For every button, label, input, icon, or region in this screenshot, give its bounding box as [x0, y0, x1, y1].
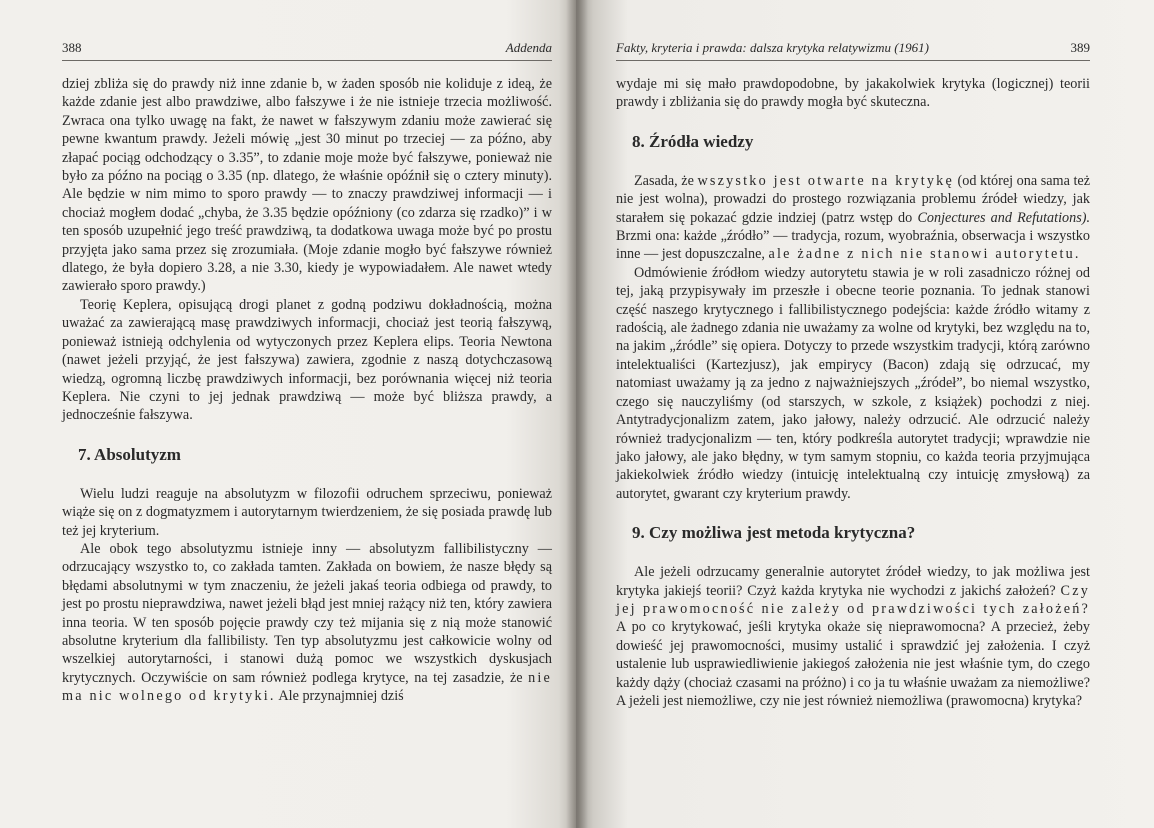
right-intro-paragraph: wydaje mi się mało prawdopodobne, by jakakolwiek krytyka (logicznej) teorii prawdy i zbliżania się do prawdy mogła być skuteczna. — [616, 76, 1090, 111]
left-paragraph-1: dziej zbliża się do prawdy niż inne zdanie b, w żaden sposób nie koliduje z ideą, że każde zdanie jest albo prawdziwe, albo fałszywe i że nie istnieje trzecia możliwość. Zwraca ona tylko uwagę na fakt, że nawet w fałszywym zdaniu może zawierać się pewne kwantum prawdy. Jeżeli mówię „jest 30 minut po trzeciej — za późno, aby złapać pociąg odchodzący o 3.35”, to zdanie moje może być fałszywe, ponieważ nie było za późno na pociąg o 3.35 (np. dlatego, że właśnie opóźnił się o cztery minuty). Ale będzie w nim mimo to sporo prawdy — to znaczy prawdziwej informacji — i chociaż mogłem dodać „chyba, że 3.35 będzie opóźniony (co zdarza się rzadko)” i w ten sposób uzupełnić jego treść prawdziwą, ta dodatkowa uwaga może być po prostu przyjęta jako sama przez się zrozumiała. (Moje zdanie mogło być fałszywe również dlatego, że była dopiero 3.28, a nie 3.30, kiedy je wypowiadałem. Ale nawet wtedy zawierało sporo prawdy.) — [62, 76, 552, 295]
zrodla-paragraph-2: Odmówienie źródłom wiedzy autorytetu stawia je w roli zasadniczo różnej od tej, jaką przypisywały im przeszłe i obecne teorie poznania. To jednak stanowi część naszego krytycznego i fallibilistycznego podejścia: każde źródło witamy z radością, ale żadnego zdania nie uważamy za wolne od krytyki, bez względu na to, na jakim „źródle” się opiera. Dotyczy to przede wszystkim tradycji, którą zarówno intelektualiści (Kartezjusz), jak empirycy (Bacon) zdają się odrzucać, my natomiast uważamy ją za jedno z najważniejszych „źródeł”, bo niemal wszystko, czego się nauczyliśmy (od starszych, w szkole, z książek) pochodzi z niej. Antytradycjonalizm zatem, jako jałowy, należy odrzucić. Ale odrzucić należy również tradycjonalizm — ten, który podkreśla autorytet tradycji; wprawdzie nie jako jałowy, ale jako błędny, w tym samym stopniu, co każda teoria przyjmująca jakiekolwiek źródło wiedzy (intuicję intelektualną czy intuicję zmysłową) za autorytet, gwarant czy kryterium prawdy. — [616, 264, 1090, 502]
zrodla-p1-b: (od której ona sama też nie jest wolna), prowadzi do prostego rozwiązania problemu źródeł wiedzy, jak starałem się pokazać gdzie indziej (patrz wstęp do — [616, 172, 1090, 226]
left-paragraph-2: Teorię Keplera, opisującą drogi planet z godną podziwu dokładnością, można uważać za zawierającą masę prawdziwych informacji, chociaż jest teorią fałszywą, ponieważ istnieją odchylenia od wytyczonych przez Keplera elips. Teoria Newtona (nawet jeżeli przyjąć, że jest fałszywa) zawiera, zgodnie z naszą dotychczasową wiedzą, ogromną liczbę prawdziwych informacji, bez porównania więcej niż teoria Keplera. Nie czyni to jej jednak prawdziwą — może być bliższa prawdy, a jednocześnie fałszywa. — [62, 296, 552, 424]
book-gutter — [566, 0, 588, 828]
section-heading-absolutyzm: 7. Absolutyzm — [78, 444, 181, 464]
left-running-title: Addenda — [505, 40, 552, 55]
zrodla-p1-c: Brzmi ona: każde „źródło” — tradycja, rozum, wyobraźnia, obserwacja i wszystko inne — jest dopuszczalne, — [616, 228, 1090, 263]
absolutyzm-paragraph-2 — [62, 540, 552, 706]
metoda-p1-emphasis: Czy jej prawomocność nie zależy od prawdziwości tych założeń? — [616, 582, 1090, 617]
section-heading-zrodla-wiedzy: 8. Źródła wiedzy — [632, 131, 754, 151]
metoda-p1-a: Ale jeżeli odrzucamy generalnie autorytet źródeł wiedzy, to jak możliwa jest krytyka jakiejś teorii? Czyż każda krytyka nie wychodzi z jakichś założeń? — [616, 564, 1090, 599]
metoda-paragraph-1 — [616, 563, 1090, 710]
left-page-number: 388 — [62, 40, 82, 55]
zrodla-p1-emphasis-2: ale żadne z nich nie stanowi autorytetu. — [768, 246, 1081, 263]
absolutyzm-p2-text: Ale obok tego absolutyzmu istnieje inny — absolutyzm fallibilistyczny — odrzucający wszystko to, co zakłada tamten. Zakłada on bowiem, że nasze błędy są błędami absolutnymi w tym znaczeniu, że jeżeli jakaś teoria odbiega od prawdy, to jest po prostu nieprawdziwa, nawet jeżeli błąd jest mniej rażący niż ten, który zawiera inna teoria. W ten sposób pojęcie prawdy czy też mijania się z nią może stanowić absolutne kryterium dla fallibilisty. Ten typ absolutyzmu jest całkowicie wolny od wszelkiej autorytarności, i stanowi dużą pomoc we wszystkich dyskusjach krytycznych. Oczywiście on sam również podlega krytyce, na tej zasadzie, że — [62, 540, 552, 686]
right-running-title: Fakty, kryteria i prawda: dalsza krytyka relatywizmu (1961) — [616, 40, 929, 55]
zrodla-p1-book-title: Conjectures and Refutations). — [917, 209, 1091, 226]
right-page — [576, 0, 1154, 828]
zrodla-paragraph-1 — [616, 172, 1090, 264]
absolutyzm-p2-emphasis: nie ma nic wolnego od krytyki. — [62, 669, 553, 705]
zrodla-p1-a: Zasada, że — [634, 172, 694, 189]
absolutyzm-p2-tail: Ale przynajmniej dziś — [278, 688, 404, 705]
zrodla-p1-emphasis-1: wszystko jest otwarte na krytykę — [697, 172, 954, 189]
left-running-head — [62, 40, 552, 61]
left-page — [0, 0, 576, 828]
right-running-head — [616, 40, 1090, 61]
absolutyzm-paragraph-1: Wielu ludzi reaguje na absolutyzm w filozofii odruchem sprzeciwu, ponieważ wiąże się on z dogmatyzmem i autorytarnym twierdzeniem, że się posiada prawdę lub też jej kryterium. — [62, 485, 552, 539]
section-heading-metoda-krytyczna: 9. Czy możliwa jest metoda krytyczna? — [632, 523, 916, 543]
metoda-p1-b: A po co krytykować, jeśli krytyka okaże się nieprawomocna? A przecież, żeby dowieść jej prawomocności, musimy ustalić i sprawdzić jej założenia. I czyż ustalenie lub usprawiedliwienie jakiegoś założenia nie jest właśnie tym, do czego każdy dąży (chociaż czasami na próżno) i co ja tu właśnie uważam za niemożliwe? A jeżeli jest niemożliwe, czy nie jest również niemożliwa (prawomocna) krytyka? — [616, 619, 1090, 709]
right-page-number: 389 — [1070, 40, 1090, 55]
